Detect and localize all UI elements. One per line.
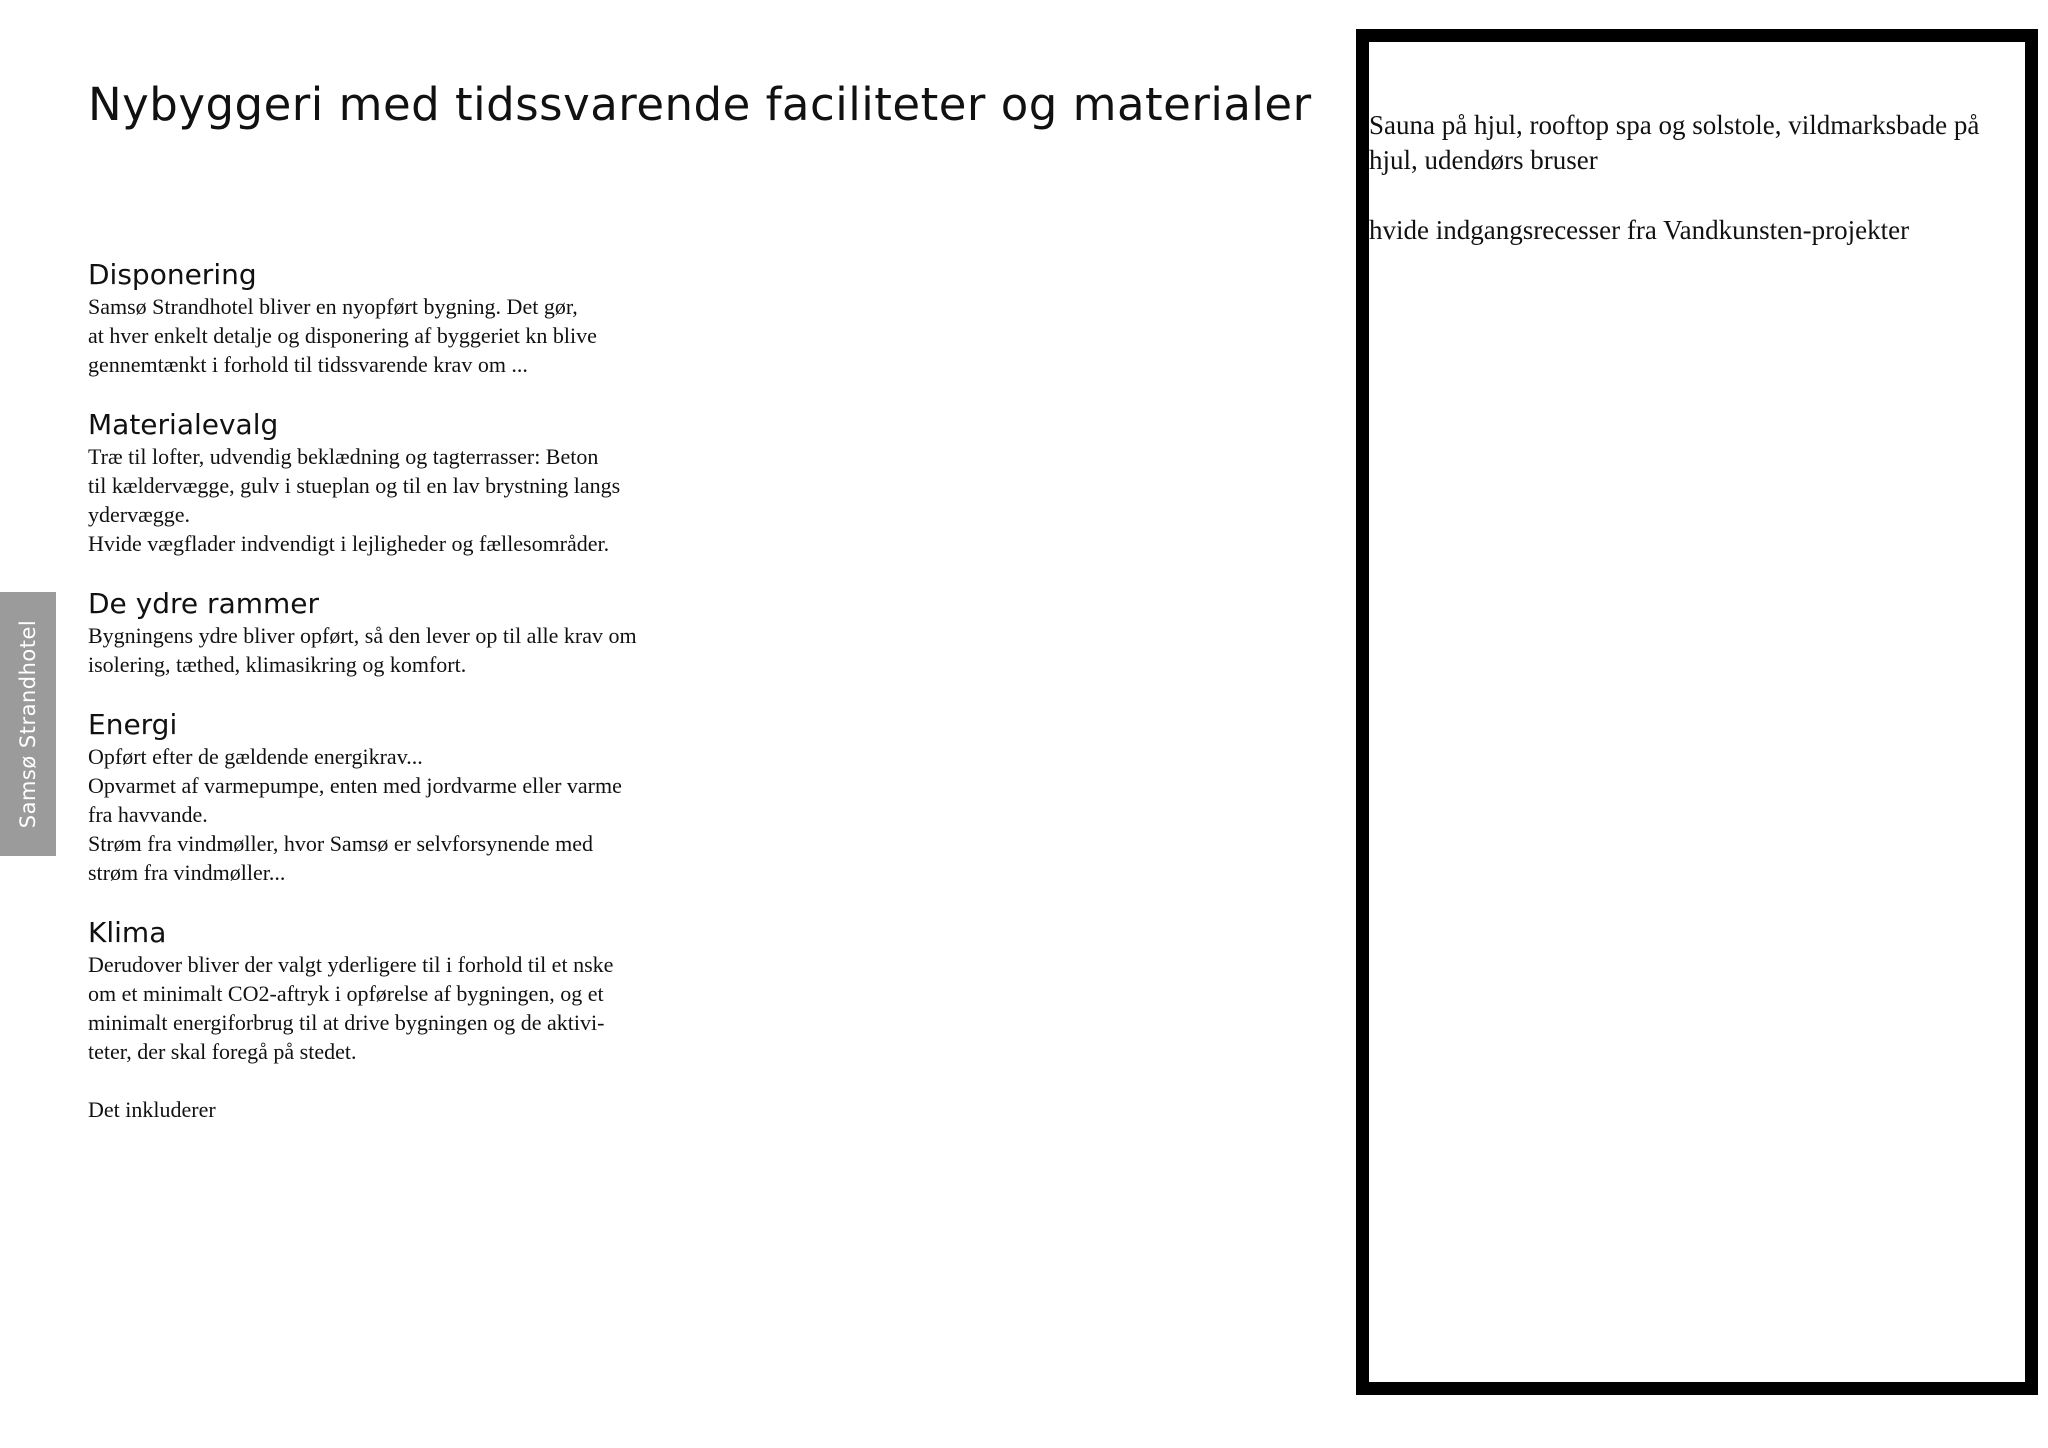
section-text-line: Opført efter de gældende energikrav... (88, 744, 423, 769)
section-heading: Klima (88, 916, 167, 949)
note-line: hvide indgangsrecesser fra Vandkunsten-projekter (1369, 215, 1910, 245)
section-materialevalg (88, 408, 708, 558)
section-text-line: Opvarmet af varmepumpe, enten med jordvarme eller varme (88, 773, 622, 798)
note-line: Sauna på hjul, rooftop spa og solstole, vildmarksbade på (1369, 110, 1980, 140)
section-heading: Disponering (88, 258, 257, 291)
section-text-line: minimalt energiforbrug til at drive bygningen og de aktivi- (88, 1010, 605, 1035)
section-text-line: isolering, tæthed, klimasikring og komfort. (88, 652, 467, 677)
side-tab (0, 592, 56, 856)
section-text-line: Hvide vægflader indvendigt i lejligheder og fællesområder. (88, 531, 610, 556)
section-text-line: Træ til lofter, udvendig beklædning og tagterrasser: Beton (88, 444, 599, 469)
section-text-line: om et minimalt CO2-aftryk i opførelse af bygningen, og et (88, 981, 604, 1006)
section-text-line: at hver enkelt detalje og disponering af byggeriet kn blive (88, 323, 597, 348)
page-title: Nybyggeri med tidssvarende faciliteter og materialer (88, 78, 1312, 131)
section-disponering (88, 258, 708, 379)
section-text-line: Strøm fra vindmøller, hvor Samsø er selvforsynende med (88, 831, 594, 856)
section-de-ydre-rammer (88, 587, 708, 679)
note-text (1369, 108, 2029, 248)
section-text-line: fra havvande. (88, 802, 208, 827)
section-text-line: teter, der skal foregå på stedet. (88, 1039, 357, 1064)
section-text-line: gennemtænkt i forhold til tidssvarende krav om ... (88, 352, 528, 377)
side-tab-label: Samsø Strandhotel (16, 619, 40, 829)
note-spacer (1369, 178, 2029, 213)
section-heading: Materialevalg (88, 408, 279, 441)
note-line: hjul, udendørs bruser (1369, 145, 1598, 175)
closing-text: Det inkluderer (88, 1097, 216, 1122)
section-text-line: ydervægge. (88, 502, 191, 527)
section-text-line: Samsø Strandhotel bliver en nyopført bygning. Det gør, (88, 294, 578, 319)
section-text-line: til kældervægge, gulv i stueplan og til en lav brystning langs (88, 473, 621, 498)
section-text-line: Derudover bliver der valgt yderligere til i forhold til et nske (88, 952, 614, 977)
section-text-line: Bygningens ydre bliver opført, så den lever op til alle krav om (88, 623, 637, 648)
section-heading: De ydre rammer (88, 587, 320, 620)
section-heading: Energi (88, 708, 178, 741)
section-klima (88, 916, 708, 1066)
section-text-line: strøm fra vindmøller... (88, 860, 286, 885)
section-energi (88, 708, 708, 887)
content-column (88, 258, 708, 1124)
